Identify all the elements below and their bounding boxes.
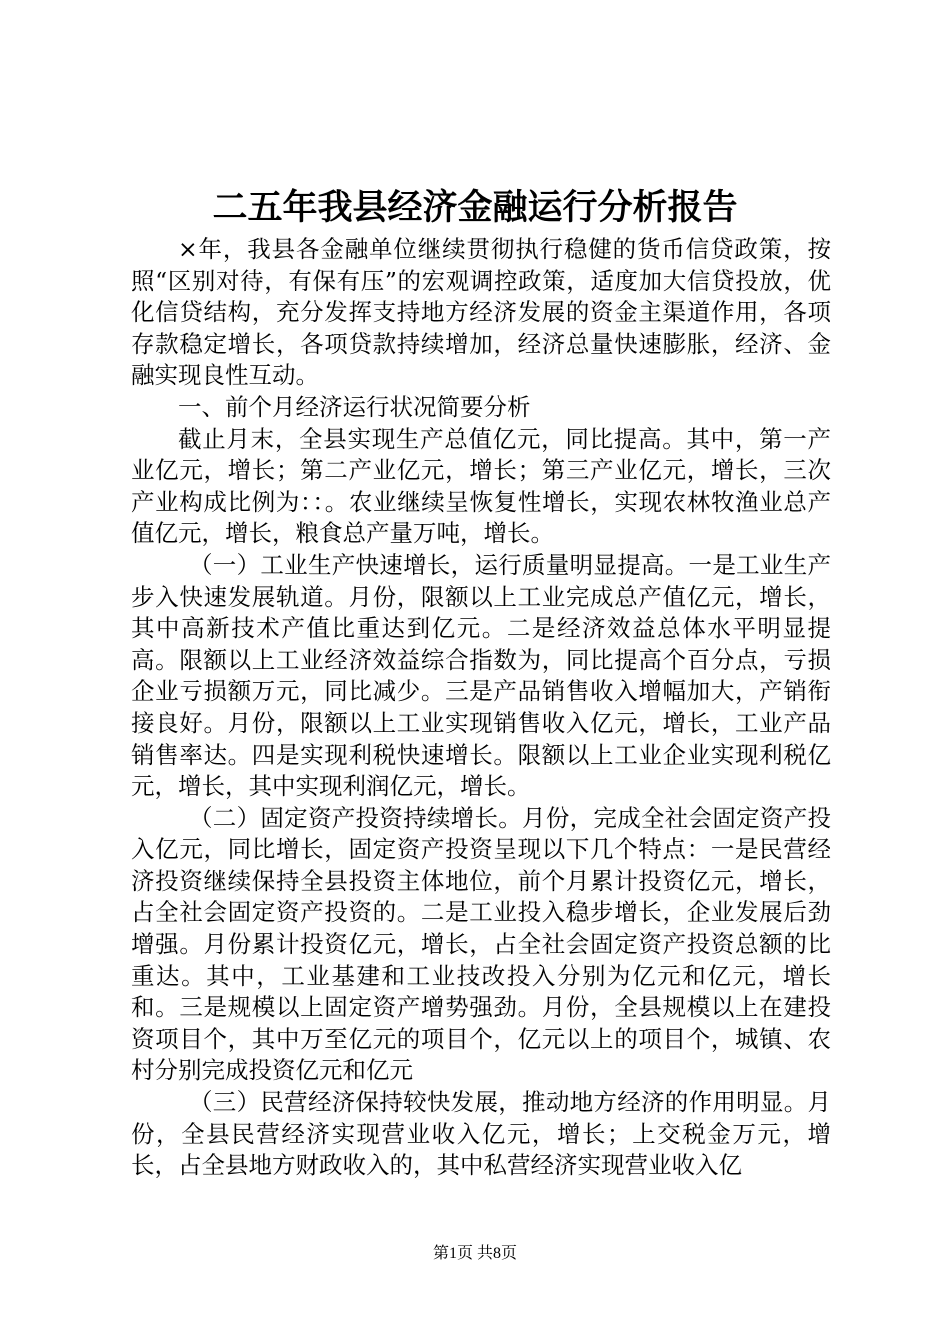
paragraph-intro: ×年，我县各金融单位继续贯彻执行稳健的货币信贷政策，按照“区别对待，有保有压”的宏观调控政策，适度加大信贷投放，优化信贷结构，充分发挥支持地方经济发展的资金主渠道作用，各项存款稳定增长，各项贷款持续增加，经济总量快速膨胀，经济、金融实现良性互动。 [131,235,831,390]
section-heading-1: 一、前个月经济运行状况简要分析 [178,392,531,421]
document-title: 二五年我县经济金融运行分析报告 [212,187,738,228]
document-body [131,234,831,1182]
paragraph-overview: 截止月末，全县实现生产总值亿元，同比提高。其中，第一产业亿元，增长；第二产业亿元，增长；第三产业亿元，增长，三次产业构成比例为：：。农业继续呈恢复性增长，实现农林牧渔业总产值亿元，增长，粮食总产量万吨，增长。 [131,424,831,548]
paragraph-industry: （一）工业生产快速增长，运行质量明显提高。一是工业生产步入快速发展轨道。月份，限额以上工业完成总产值亿元，增长，其中高新技术产值比重达到亿元。二是经济效益总体水平明显提高。限额以上工业经济效益综合指数为，同比提高个百分点，亏损企业亏损额万元，同比减少。三是产品销售收入增幅加大，产销衔接良好。月份，限额以上工业实现销售收入亿元，增长，工业产品销售率达。四是实现利税快速增长。限额以上工业企业实现利税亿元，增长，其中实现利润亿元，增长。 [131,550,831,801]
paragraph-private-economy: （三）民营经济保持较快发展，推动地方经济的作用明显。月份，全县民营经济实现营业收入亿元，增长；上交税金万元，增长，占全县地方财政收入的，其中私营经济实现营业收入亿 [131,1088,831,1180]
paragraph-fixed-assets: （二）固定资产投资持续增长。月份，完成全社会固定资产投入亿元，同比增长，固定资产投资呈现以下几个特点：一是民营经济投资继续保持全县投资主体地位，前个月累计投资亿元，增长，占全社会固定资产投资的。二是工业投入稳步增长，企业发展后劲增强。月份累计投资亿元，增长，占全社会固定资产投资总额的比重达。其中，工业基建和工业技改投入分别为亿元和亿元，增长和。三是规模以上固定资产增势强劲。月份，全县规模以上在建投资项目个，其中万至亿元的项目个，亿元以上的项目个，城镇、农村分别完成投资亿元和亿元 [131,803,831,1085]
page-number-footer: 第1页 共8页 [432,1245,517,1262]
